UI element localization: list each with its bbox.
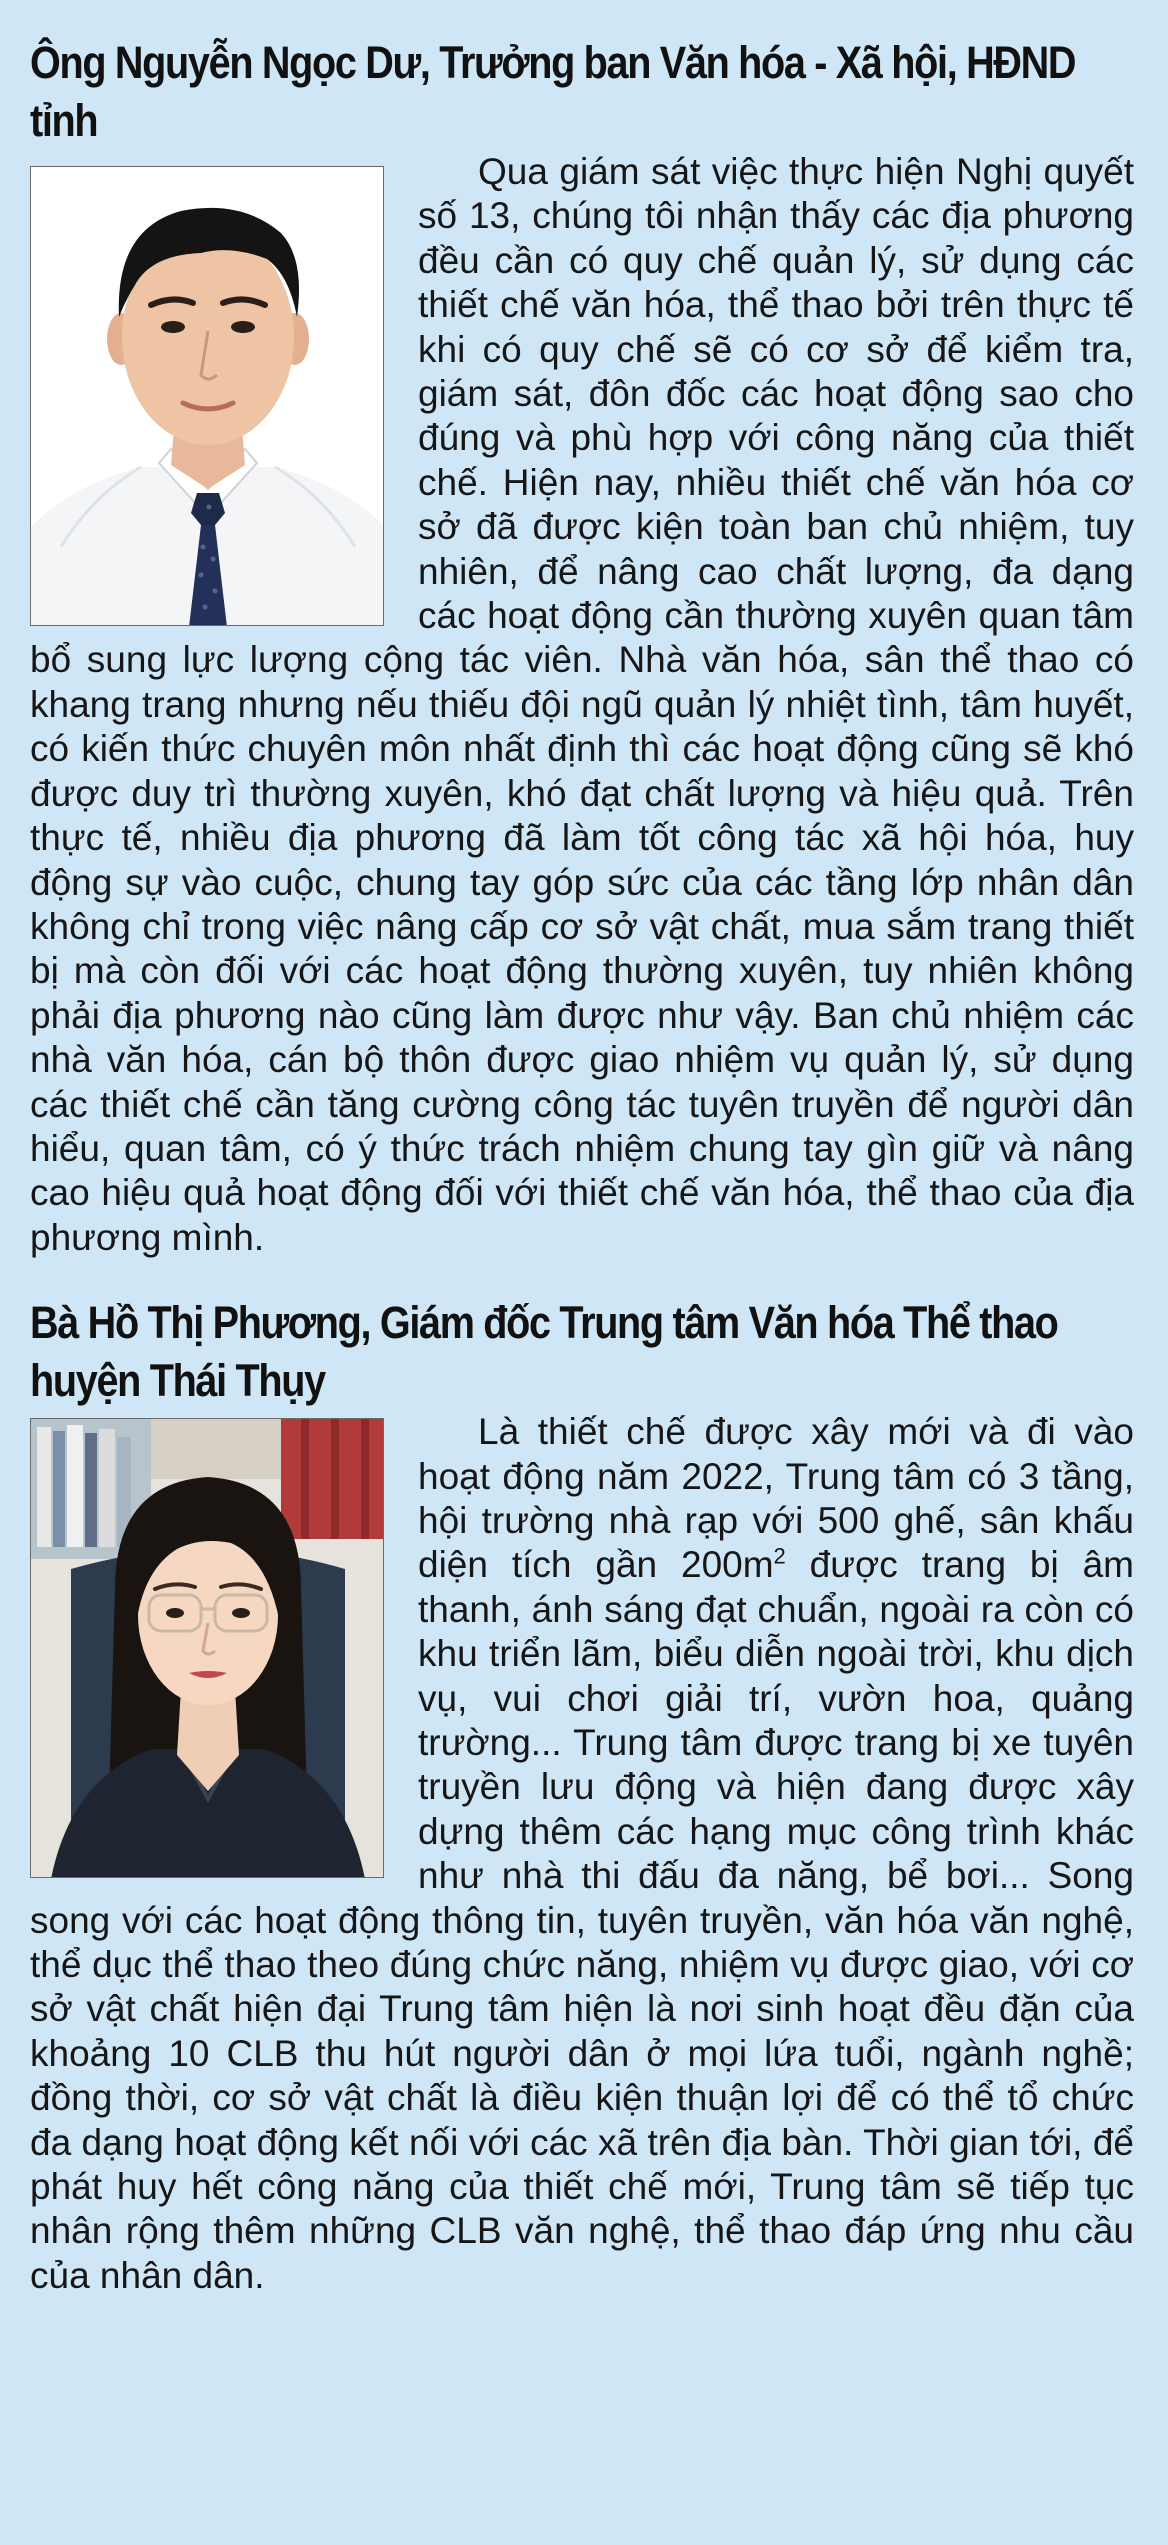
section-heading: Bà Hồ Thị Phương, Giám đốc Trung tâm Văn hóa Thể thao huyện Thái Thụy [30,1297,1058,1407]
interview-section-1 [30,34,1134,1260]
section-heading: Ông Nguyễn Ngọc Dư, Trưởng ban Văn hóa - Xã hội, HĐND tỉnh [30,37,1076,146]
portrait-man-image [31,167,384,626]
interview-section-2 [30,1294,1134,2298]
superscript-two: 2 [773,1544,786,1570]
portrait-woman-image [31,1419,384,1878]
portrait-photo-woman [30,1418,384,1878]
portrait-photo-man [30,166,384,626]
paragraph-text-part-1: Là thiết chế được xây mới và đi vào hoạt động năm 2022, Trung tâm có 3 tầng, hội trường nhà rạp với 500 ghế, sân khấu diện tích gần 200m [418,1411,1134,1586]
paragraph-text: Qua giám sát việc thực hiện Nghị quyết số 13, chúng tôi nhận thấy các địa phương đều cần có quy chế quản lý, sử dụng các thiết chế văn hóa, thể thao bởi trên thực tế khi có quy chế sẽ có cơ sở để kiểm tra, giám sát, đôn đốc các hoạt động sao cho đúng và phù hợp với công năng của thiết chế. Hiện nay, nhiều thiết chế văn hóa cơ sở đã được kiện toàn ban chủ nhiệm, tuy nhiên, để nâng cao chất lượng, đa dạng các hoạt động cần thường xuyên quan tâm bổ sung lực lượng cộng tác viên. Nhà văn hóa, sân thể thao có khang trang nhưng nếu thiếu đội ngũ quản lý nhiệt tình, tâm huyết, có kiến thức chuyên môn nhất định thì các hoạt động cũng sẽ khó được duy trì thường xuyên, khó đạt chất lượng và hiệu quả. Trên thực tế, nhiều địa phương đã làm tốt công tác xã hội hóa, huy động sự vào cuộc, chung tay góp sức của các tầng lớp nhân dân không chỉ trong việc nâng cấp cơ sở vật chất, mua sắm trang thiết bị mà còn đối với các hoạt động thường xuyên, tuy nhiên không phải địa phương nào cũng làm được như vậy. Ban chủ nhiệm các nhà văn hóa, cán bộ thôn được giao nhiệm vụ quản lý, sử dụng các thiết chế cần tăng cường công tác tuyên truyền để người dân hiểu, quan tâm, có ý thức trách nhiệm chung tay gìn giữ và nâng cao hiệu quả hoạt động đối với thiết chế văn hóa, thể thao của địa phương mình. [30,151,1134,1258]
paragraph-text-part-2: được trang bị âm thanh, ánh sáng đạt chuẩn, ngoài ra còn có khu triển lãm, biểu diễn ngoài trời, khu dịch vụ, vui chơi giải trí, vườn hoa, quảng trường... Trung tâm được trang bị xe tuyên truyền lưu động và hiện đang được xây dựng thêm các hạng mục công trình khác như nhà thi đấu đa năng, bể bơi... Song song với các hoạt động thông tin, tuyên truyền, văn hóa văn nghệ, thể dục thể thao theo đúng chức năng, nhiệm vụ được giao, với cơ sở vật chất hiện đại Trung tâm hiện là nơi sinh hoạt đều đặn của khoảng 10 CLB thu hút người dân ở mọi lứa tuổi, ngành nghề; đồng thời, cơ sở vật chất là điều kiện thuận lợi để có thể tổ chức đa dạng hoạt động kết nối với các xã trên địa bàn. Thời gian tới, để phát huy hết công năng của thiết chế mới, Trung tâm sẽ tiếp tục nhân rộng thêm những CLB văn nghệ, thể thao đáp ứng nhu cầu của nhân dân. [30,1544,1134,2296]
